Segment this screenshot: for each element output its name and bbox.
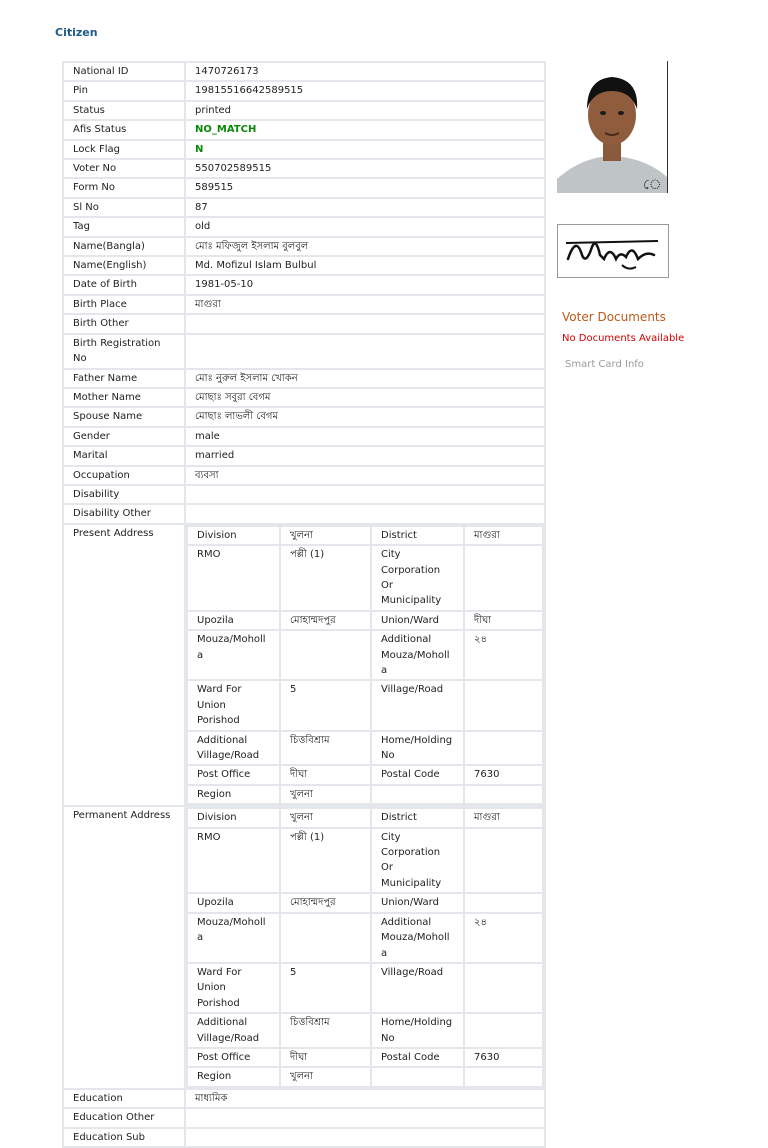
father-name-value: মোঃ নুরুল ইসলাম খোকন [185,369,545,388]
table-row [63,295,545,314]
education-value: মাধ্যমিক [185,1089,545,1108]
city-corporation-value [464,545,543,611]
mouza-moholla-label: Mouza/Moholla [187,630,280,680]
post-office-value: দীঘা [280,1048,371,1067]
person-photo-icon [557,61,667,193]
table-row [63,62,545,81]
table-row [187,1013,543,1048]
table-row [187,630,543,680]
home-holding-value [464,731,543,766]
sl-no-value: 87 [185,198,545,217]
table-row [187,828,543,894]
afis-status-label: Afis Status [63,120,185,139]
education-other-label: Education Other [63,1108,185,1127]
spouse-name-label: Spouse Name [63,407,185,426]
rmo-label: RMO [187,545,280,611]
table-row [63,159,545,178]
national-id-value: 1470726173 [185,62,545,81]
additional-mouza-label: Additional Mouza/Moholla [371,913,464,963]
division-value: খুলনা [280,808,371,827]
region-value: খুলনা [280,785,371,804]
village-road-label: Village/Road [371,680,464,730]
spouse-name-value: মোছাঃ লাভলী বেগম [185,407,545,426]
occupation-label: Occupation [63,466,185,485]
occupation-value: ব্যবসা [185,466,545,485]
mouza-moholla-value [280,913,371,963]
table-row [187,731,543,766]
birth-place-label: Birth Place [63,295,185,314]
empty-cell [371,1067,464,1086]
marital-value: married [185,446,545,465]
union-ward-label: Union/Ward [371,611,464,630]
postal-code-value: 7630 [464,1048,543,1067]
table-row [187,893,543,912]
postal-code-label: Postal Code [371,1048,464,1067]
page-title: Citizen [55,26,98,39]
table-row [63,1108,545,1127]
birth-registration-value [185,334,545,369]
upozila-label: Upozila [187,611,280,630]
additional-mouza-value: ২৪ [464,913,543,963]
table-row [63,407,545,426]
gender-value: male [185,427,545,446]
signature-icon [558,225,668,277]
village-road-value [464,963,543,1013]
table-row [63,178,545,197]
table-row [63,81,545,100]
table-row [63,101,545,120]
table-row [187,1067,543,1086]
name-bangla-value: মোঃ মফিজুল ইসলাম বুলবুল [185,237,545,256]
lock-flag-value: N [185,140,545,159]
disability-label: Disability [63,485,185,504]
disability-other-label: Disability Other [63,504,185,523]
additional-village-label: Additional Village/Road [187,731,280,766]
postal-code-value: 7630 [464,765,543,784]
empty-cell [464,785,543,804]
citizen-info-table [62,61,546,1148]
region-label: Region [187,1067,280,1086]
date-of-birth-label: Date of Birth [63,275,185,294]
citizen-photo [557,61,668,193]
father-name-label: Father Name [63,369,185,388]
rmo-label: RMO [187,828,280,894]
district-value: মাগুরা [464,526,543,545]
present-address-label: Present Address [63,524,185,807]
additional-mouza-label: Additional Mouza/Moholla [371,630,464,680]
citizen-signature [557,224,669,278]
union-ward-value [464,893,543,912]
division-value: খুলনা [280,526,371,545]
table-row [63,198,545,217]
table-row [187,611,543,630]
home-holding-label: Home/Holding No [371,1013,464,1048]
smart-card-info-link[interactable]: Smart Card Info [565,359,644,370]
form-no-label: Form No [63,178,185,197]
table-row [63,256,545,275]
gender-label: Gender [63,427,185,446]
afis-status-value: NO_MATCH [185,120,545,139]
ward-for-union-label: Ward For Union Porishod [187,680,280,730]
table-row [63,427,545,446]
table-row [187,808,543,827]
lock-flag-label: Lock Flag [63,140,185,159]
permanent-address-table [186,807,544,1088]
education-other-value [185,1108,545,1127]
ward-for-union-value: 5 [280,680,371,730]
table-row [187,785,543,804]
additional-village-label: Additional Village/Road [187,1013,280,1048]
district-label: District [371,808,464,827]
empty-cell [371,785,464,804]
region-label: Region [187,785,280,804]
table-row [63,466,545,485]
marital-label: Marital [63,446,185,465]
home-holding-value [464,1013,543,1048]
tag-value: old [185,217,545,236]
table-row [187,545,543,611]
national-id-label: National ID [63,62,185,81]
table-row [187,765,543,784]
table-row [187,1048,543,1067]
table-row [187,526,543,545]
present-address-grid [185,524,545,807]
division-label: Division [187,526,280,545]
form-no-value: 589515 [185,178,545,197]
table-row [63,1089,545,1108]
table-row [187,913,543,963]
rmo-value: পল্লী (1) [280,545,371,611]
table-row [63,120,545,139]
birth-other-value [185,314,545,333]
empty-cell [464,1067,543,1086]
post-office-label: Post Office [187,1048,280,1067]
additional-village-value: চিত্তবিশ্রাম [280,731,371,766]
city-corporation-value [464,828,543,894]
no-documents-message: No Documents Available [562,333,685,344]
village-road-value [464,680,543,730]
upozila-value: মোহাম্মদপুর [280,611,371,630]
birth-place-value: মাগুরা [185,295,545,314]
union-ward-value: দীঘা [464,611,543,630]
region-value: খুলনা [280,1067,371,1086]
table-row [63,504,545,523]
table-row [63,275,545,294]
name-english-value: Md. Mofizul Islam Bulbul [185,256,545,275]
present-address-table [186,525,544,806]
mother-name-value: মোছাঃ সবুরা বেগম [185,388,545,407]
disability-other-value [185,504,545,523]
mother-name-label: Mother Name [63,388,185,407]
ward-for-union-value: 5 [280,963,371,1013]
present-address-row [63,524,545,807]
sl-no-label: Sl No [63,198,185,217]
table-row [63,388,545,407]
city-corporation-label: City Corporation Or Municipality [371,545,464,611]
pin-value: 19815516642589515 [185,81,545,100]
rmo-value: পল্লী (1) [280,828,371,894]
table-row [63,217,545,236]
education-sub-value [185,1128,545,1147]
table-row [63,1128,545,1147]
table-row [63,314,545,333]
permanent-address-label: Permanent Address [63,806,185,1089]
village-road-label: Village/Road [371,963,464,1013]
additional-mouza-value: ২৪ [464,630,543,680]
division-label: Division [187,808,280,827]
table-row [187,963,543,1013]
name-english-label: Name(English) [63,256,185,275]
post-office-label: Post Office [187,765,280,784]
date-of-birth-value: 1981-05-10 [185,275,545,294]
pin-label: Pin [63,81,185,100]
mouza-moholla-label: Mouza/Moholla [187,913,280,963]
upozila-value: মোহাম্মদপুর [280,893,371,912]
status-value: printed [185,101,545,120]
voter-no-label: Voter No [63,159,185,178]
name-bangla-label: Name(Bangla) [63,237,185,256]
mouza-moholla-value [280,630,371,680]
education-sub-label: Education Sub [63,1128,185,1147]
union-ward-label: Union/Ward [371,893,464,912]
district-label: District [371,526,464,545]
district-value: মাগুরা [464,808,543,827]
svg-text:ে: ে [643,177,662,193]
birth-other-label: Birth Other [63,314,185,333]
voter-documents-title: Voter Documents [562,310,666,324]
table-row [63,369,545,388]
voter-no-value: 550702589515 [185,159,545,178]
table-row [63,446,545,465]
additional-village-value: চিত্তবিশ্রাম [280,1013,371,1048]
table-row [63,140,545,159]
table-row [187,680,543,730]
upozila-label: Upozila [187,893,280,912]
table-row [63,334,545,369]
ward-for-union-label: Ward For Union Porishod [187,963,280,1013]
permanent-address-grid [185,806,545,1089]
tag-label: Tag [63,217,185,236]
table-row [63,485,545,504]
disability-value [185,485,545,504]
birth-registration-label: Birth Registration No [63,334,185,369]
postal-code-label: Postal Code [371,765,464,784]
table-row [63,237,545,256]
post-office-value: দীঘা [280,765,371,784]
permanent-address-row [63,806,545,1089]
status-label: Status [63,101,185,120]
education-label: Education [63,1089,185,1108]
city-corporation-label: City Corporation Or Municipality [371,828,464,894]
home-holding-label: Home/Holding No [371,731,464,766]
